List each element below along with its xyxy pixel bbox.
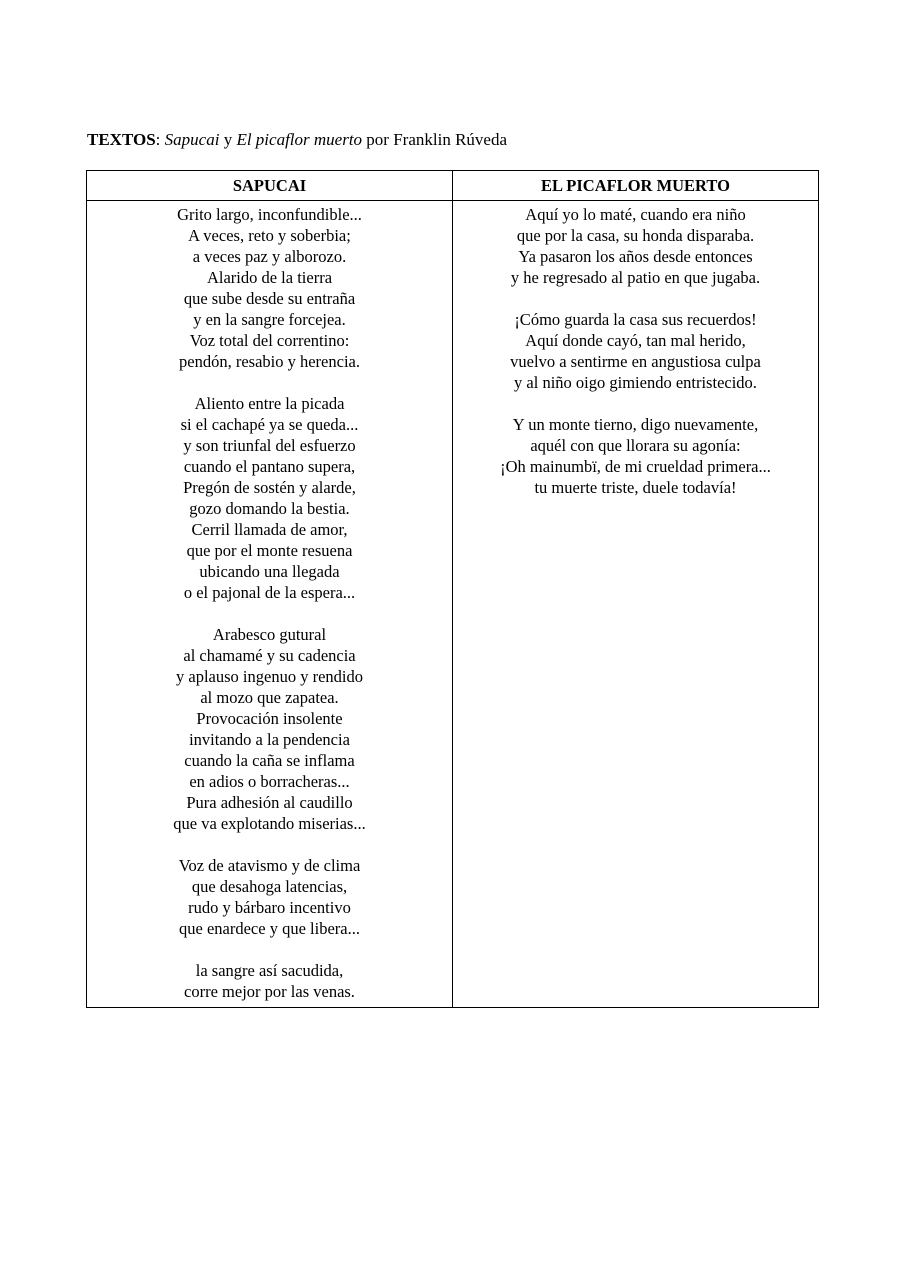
stanza <box>87 855 452 939</box>
poem-line: Aliento entre la picada <box>194 394 345 413</box>
poem-line: y en la sangre forcejea. <box>193 310 346 329</box>
poem-line: vuelvo a sentirme en angustiosa culpa <box>510 352 761 371</box>
poem-line: y al niño oigo gimiendo entristecido. <box>514 373 757 392</box>
poem-line: Cerril llamada de amor, <box>191 520 348 539</box>
poem-picaflor <box>453 201 819 1008</box>
poem-line: gozo domando la bestia. <box>189 499 350 518</box>
stanza <box>87 204 452 372</box>
stanza <box>453 309 818 393</box>
poem-line: Grito largo, inconfundible... <box>177 205 362 224</box>
stanza <box>87 393 452 603</box>
poem-line: pendón, resabio y herencia. <box>179 352 360 371</box>
poem-line: Alarido de la tierra <box>206 268 333 287</box>
poem-line: que enardece y que libera... <box>179 919 360 938</box>
poem-line: a veces paz y alborozo. <box>192 247 347 266</box>
poem-line: Aquí donde cayó, tan mal herido, <box>525 331 746 350</box>
poems-table <box>86 170 819 1008</box>
poem-line: Provocación insolente <box>196 709 343 728</box>
heading-label: TEXTOS <box>87 130 156 149</box>
poem-line: corre mejor por las venas. <box>184 982 355 1001</box>
heading-title-sapucai: Sapucai <box>164 130 220 149</box>
document-heading <box>87 129 507 151</box>
poem-line: Pregón de sostén y alarde, <box>183 478 356 497</box>
poem-line: que va explotando miserias... <box>173 814 366 833</box>
table-header-row <box>87 171 819 201</box>
heading-byline: por Franklin Rúveda <box>362 130 507 149</box>
poem-line: que por la casa, su honda disparaba. <box>516 226 755 245</box>
poem-line: al chamamé y su cadencia <box>183 646 356 665</box>
heading-separator: : <box>155 130 165 149</box>
poem-line: cuando el pantano supera, <box>183 457 356 476</box>
poem-line: y he regresado al patio en que jugaba. <box>510 268 761 287</box>
poem-line: rudo y bárbaro incentivo <box>188 898 351 917</box>
poem-line: A veces, reto y soberbia; <box>188 226 351 245</box>
poem-line: la sangre así sacudida, <box>195 961 344 980</box>
poem-line: Y un monte tierno, digo nuevamente, <box>512 415 759 434</box>
table-body-row <box>87 201 819 1008</box>
poem-line: que sube desde su entraña <box>183 289 356 308</box>
stanza <box>453 204 818 288</box>
poem-line: aquél con que llorara su agonía: <box>530 436 741 455</box>
poem-line: Ya pasaron los años desde entonces <box>518 247 753 266</box>
poem-line: tu muerte triste, duele todavía! <box>534 478 737 497</box>
heading-conjunction: y <box>219 130 237 149</box>
poem-line: Pura adhesión al caudillo <box>186 793 353 812</box>
poem-line: ¡Oh mainumbï, de mi crueldad primera... <box>500 457 771 476</box>
poem-line: cuando la caña se inflama <box>184 751 355 770</box>
poem-line: invitando a la pendencia <box>189 730 350 749</box>
poem-line: Voz total del correntino: <box>189 331 350 350</box>
poem-line: que por el monte resuena <box>186 541 353 560</box>
heading-title-picaflor: El picaflor muerto <box>236 130 363 149</box>
poem-line: o el pajonal de la espera... <box>183 583 356 602</box>
poem-line: Aquí yo lo maté, cuando era niño <box>525 205 746 224</box>
poem-sapucai <box>87 201 453 1008</box>
poem-line: si el cachapé ya se queda... <box>180 415 359 434</box>
header-picaflor: EL PICAFLOR MUERTO <box>453 171 819 201</box>
stanza <box>87 960 452 1002</box>
poem-line: ubicando una llegada <box>199 562 340 581</box>
stanza <box>453 414 818 498</box>
poem-line: Arabesco gutural <box>212 625 327 644</box>
poem-line: y son triunfal del esfuerzo <box>183 436 356 455</box>
poem-line: y aplauso ingenuo y rendido <box>176 667 363 686</box>
poem-line: Voz de atavismo y de clima <box>178 856 361 875</box>
header-sapucai: SAPUCAI <box>87 171 453 201</box>
poem-line: en adios o borracheras... <box>189 772 350 791</box>
poem-line: al mozo que zapatea. <box>200 688 339 707</box>
poem-line: ¡Cómo guarda la casa sus recuerdos! <box>514 310 757 329</box>
stanza <box>87 624 452 834</box>
poem-line: que desahoga latencias, <box>191 877 348 896</box>
